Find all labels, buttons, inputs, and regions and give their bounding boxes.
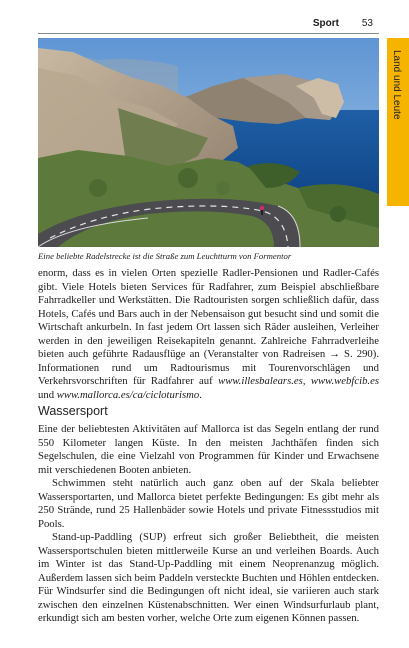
paragraph-cycling — [38, 267, 379, 402]
paragraph-swimming: Schwimmen steht natürlich auch ganz oben auf der Skala beliebter Wassersportarten, und Mallorca bietet perfekte Bedingungen: Es gibt mehr als 250 Strände, rund 25 Hallenbäder sowie Hotels und private Fitnessstudios mit Pools. — [38, 477, 379, 530]
watersport-text — [38, 423, 379, 626]
link-mallorca-cicloturismo[interactable]: www.mallorca.es/ca/cicloturismo — [56, 388, 200, 401]
figure-caption: Eine beliebte Radelstrecke ist die Straße zum Leuchtturm von Formentor — [38, 251, 292, 261]
separator: , — [302, 375, 311, 387]
paragraph-sup: Stand-up-Paddling (SUP) erfreut sich großer Beliebtheit, die meisten Wassersportschulen bieten mittlerweile Kurse an und verleihen Boards. Auch im Winter ist das Stand-Up-Paddling mit einem Neoprenanzug möglich. Außerdem lassen sich beim Paddeln versteckte Buchten und Höhlen entdecken. Für Windsurfer sind die Bedingungen oft nicht ideal, sie variieren auch stark zwischen den einzelnen Küstenabschnitten. Wer einen Windsurfurlaub plant, erkundigt sich am besten vorher, welche Orte zum eigenen Können passen. — [38, 531, 379, 624]
chapter-tab-label: Land und Leute — [391, 50, 402, 120]
sentence-end: . — [199, 388, 202, 401]
separator: und — [38, 388, 57, 401]
page-number: 53 — [361, 18, 373, 29]
paragraph-sailing: Eine der beliebtesten Aktivitäten auf Mallorca ist das Segeln entlang der rund 550 Kilometer langen Küste. In den meisten Jachthäfen finden sich Segelschulen, die eine Vielzahl von Programmen für Kinder und Erwachsene mit verschiedenen Booten anbieten. — [38, 423, 379, 476]
link-webfcib[interactable]: www.webfcib.es — [310, 375, 379, 387]
header-rule — [38, 33, 379, 34]
running-header — [38, 18, 379, 32]
link-illesbalears[interactable]: www.illesbalears.es — [218, 375, 303, 387]
section-title: Sport — [312, 18, 339, 29]
coastal-road-photo — [38, 38, 379, 247]
cycling-text: enorm, dass es in vielen Orten spezielle Radler-Pensionen und Radler-Cafés gibt. Viele Hotels bieten Services für Radfahrer, zum Beispiel abschließbare Fahrradkeller und Werkstätten. Die Radtouristen sorgen schließlich dafür, dass Hotels, Cafés und Bars auch in der Nebensaison gut besucht sind und somit die Wirtschaft ankurbeln. In fast jedem Ort lassen sich Räder ausleihen, Verleiher werden in den jeweiligen Reisekapiteln genannt. Zahlreiche Fahrradverleihe bieten auch geführte Radausflüge an (Veranstalter von Radreisen → S. 290). Informationen rund um Radtourismus mit Tourenvorschlägen und Verkehrsvorschriften für Radfahrer auf — [38, 267, 379, 387]
section-heading: Wassersport — [38, 404, 108, 418]
chapter-tab — [387, 38, 409, 206]
